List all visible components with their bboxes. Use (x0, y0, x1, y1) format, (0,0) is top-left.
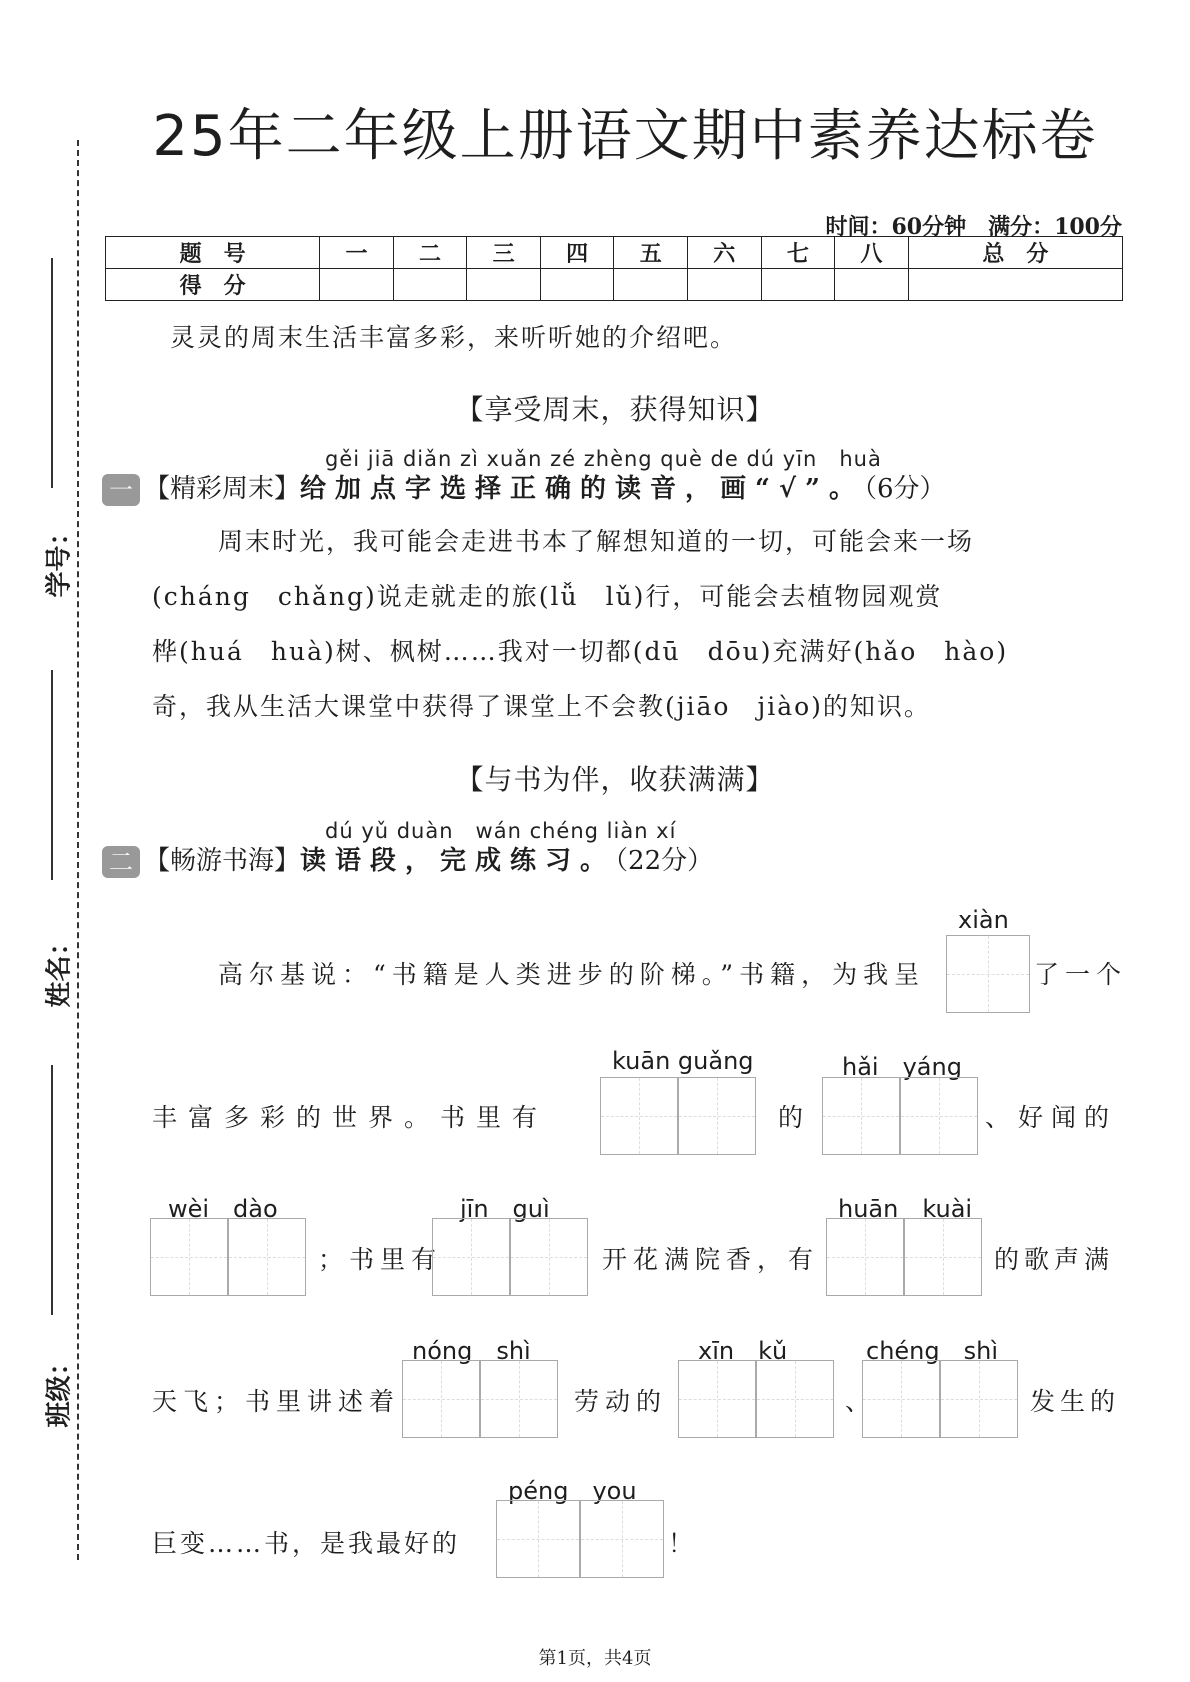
q2-segment-2a: 丰富多彩的世界。书里有 (152, 1103, 549, 1132)
q2-segment-2c: 、好闻的 (985, 1103, 1118, 1132)
q1-line-4: 奇，我从生活大课堂中获得了课堂上不会教(jiāo jiào)的知识。 (152, 692, 931, 721)
q2-segment-5b: ！ (668, 1529, 700, 1558)
box-pinyin: wèi dào (168, 1195, 278, 1223)
score-cell[interactable] (540, 269, 614, 301)
q1-line-3: 桦(huá huà)树、枫树……我对一切都(dū dōu)充满好(hǎo hào) (152, 637, 1009, 666)
answer-box[interactable] (580, 1500, 664, 1578)
q2-segment-1-end: 了一个 (1034, 960, 1128, 989)
section-heading-1: 【享受周末，获得知识】 (455, 393, 775, 426)
page-title: 25年二年级上册语文期中素养达标卷 (152, 104, 1098, 169)
box-pinyin: nóng shì (412, 1337, 531, 1365)
header-cell: 八 (835, 237, 909, 269)
student-id-label: 学号： (44, 519, 75, 598)
page-footer: 第1页，共4页 (538, 1648, 652, 1669)
name-label: 姓名： (44, 929, 75, 1008)
exam-info: 时间：60分钟 满分：100分 (825, 214, 1122, 240)
q2-segment-3c: 的歌声满 (994, 1245, 1115, 1274)
answer-box[interactable] (480, 1360, 558, 1438)
answer-box[interactable] (228, 1218, 306, 1296)
header-cell: 题 号 (106, 237, 320, 269)
question-tag: 【精彩周末】 (144, 474, 301, 504)
q2-segment-4c: 、 (845, 1387, 877, 1416)
score-cell[interactable] (467, 269, 541, 301)
score-cell[interactable] (688, 269, 762, 301)
header-cell: 四 (540, 237, 614, 269)
q1-line-1: 周末时光，我可能会走进书本了解想知道的一切，可能会来一场 (218, 527, 975, 556)
score-cell[interactable] (908, 269, 1122, 301)
answer-box[interactable] (822, 1077, 900, 1155)
question-number-badge: 二 (102, 846, 140, 878)
answer-box[interactable] (678, 1360, 756, 1438)
question-1-title (102, 468, 946, 506)
answer-box[interactable] (600, 1077, 678, 1155)
box-pinyin: jīn guì (460, 1195, 550, 1223)
answer-box[interactable] (946, 935, 1030, 1013)
answer-box[interactable] (862, 1360, 940, 1438)
score-cell[interactable] (320, 269, 394, 301)
score-table-header (106, 237, 1123, 269)
box-pinyin: péng you (508, 1477, 637, 1505)
answer-box[interactable] (756, 1360, 834, 1438)
score-cell[interactable] (761, 269, 835, 301)
intro-text: 灵灵的周末生活丰富多彩，来听听她的介绍吧。 (170, 323, 738, 352)
header-cell: 总 分 (908, 237, 1122, 269)
student-id-line (51, 258, 53, 488)
binding-dashed-line (77, 140, 79, 1560)
q2-pinyin: dú yǔ duàn wán chéng liàn xí (325, 819, 677, 843)
header-cell: 二 (393, 237, 467, 269)
q2-segment-5a: 巨变……书，是我最好的 (152, 1529, 461, 1558)
q2-segment-3b: 开花满院香，有 (602, 1245, 820, 1274)
q2-segment-4d: 发生的 (1030, 1387, 1121, 1416)
answer-box[interactable] (432, 1218, 510, 1296)
answer-box[interactable] (496, 1500, 580, 1578)
q1-line-2: (cháng chǎng)说走就走的旅(lǚ lǔ)行，可能会去植物园观赏 (152, 582, 943, 611)
question-tag: 【畅游书海】 (144, 846, 301, 876)
q2-segment-4b: 劳动的 (574, 1387, 668, 1416)
class-label: 班级： (44, 1349, 75, 1428)
score-table (105, 236, 1123, 301)
answer-box[interactable] (826, 1218, 904, 1296)
answer-box[interactable] (904, 1218, 982, 1296)
q2-segment-3a: ；书里有 (318, 1245, 443, 1274)
header-cell: 七 (761, 237, 835, 269)
question-number-badge: 一 (102, 474, 140, 506)
box-pinyin: chéng shì (866, 1337, 998, 1365)
question-score: （22分） (615, 846, 714, 876)
class-line (51, 1065, 53, 1315)
question-2-title (102, 840, 713, 878)
question-score: （6分） (864, 474, 946, 504)
question-text: 给加点字选择正确的读音，画“√”。 (300, 474, 865, 504)
score-cell[interactable] (835, 269, 909, 301)
answer-box[interactable] (510, 1218, 588, 1296)
box-pinyin: kuān guǎng (612, 1047, 754, 1075)
box-pinyin: xiàn (958, 906, 1009, 934)
box-pinyin: hǎi yáng (842, 1053, 962, 1081)
box-pinyin: xīn kǔ (698, 1337, 788, 1365)
question-text: 读语段，完成练习。 (300, 846, 616, 876)
answer-box[interactable] (150, 1218, 228, 1296)
header-cell: 一 (320, 237, 394, 269)
answer-box[interactable] (900, 1077, 978, 1155)
answer-box[interactable] (402, 1360, 480, 1438)
answer-box[interactable] (940, 1360, 1018, 1438)
section-heading-2: 【与书为伴，收获满满】 (455, 763, 775, 796)
score-cell[interactable] (393, 269, 467, 301)
score-cell[interactable] (614, 269, 688, 301)
q2-segment-2b: 的 (778, 1103, 810, 1132)
box-pinyin: huān kuài (838, 1195, 973, 1223)
q1-pinyin: gěi jiā diǎn zì xuǎn zé zhèng què de dú yīn huà (325, 447, 882, 471)
answer-box[interactable] (678, 1077, 756, 1155)
q2-segment-1: 高尔基说：“书籍是人类进步的阶梯。”书籍，为我呈 (218, 960, 926, 989)
header-cell: 六 (688, 237, 762, 269)
row-label: 得 分 (106, 269, 320, 301)
score-table-row (106, 269, 1123, 301)
header-cell: 五 (614, 237, 688, 269)
header-cell: 三 (467, 237, 541, 269)
q2-segment-4a: 天飞；书里讲述着 (152, 1387, 401, 1416)
